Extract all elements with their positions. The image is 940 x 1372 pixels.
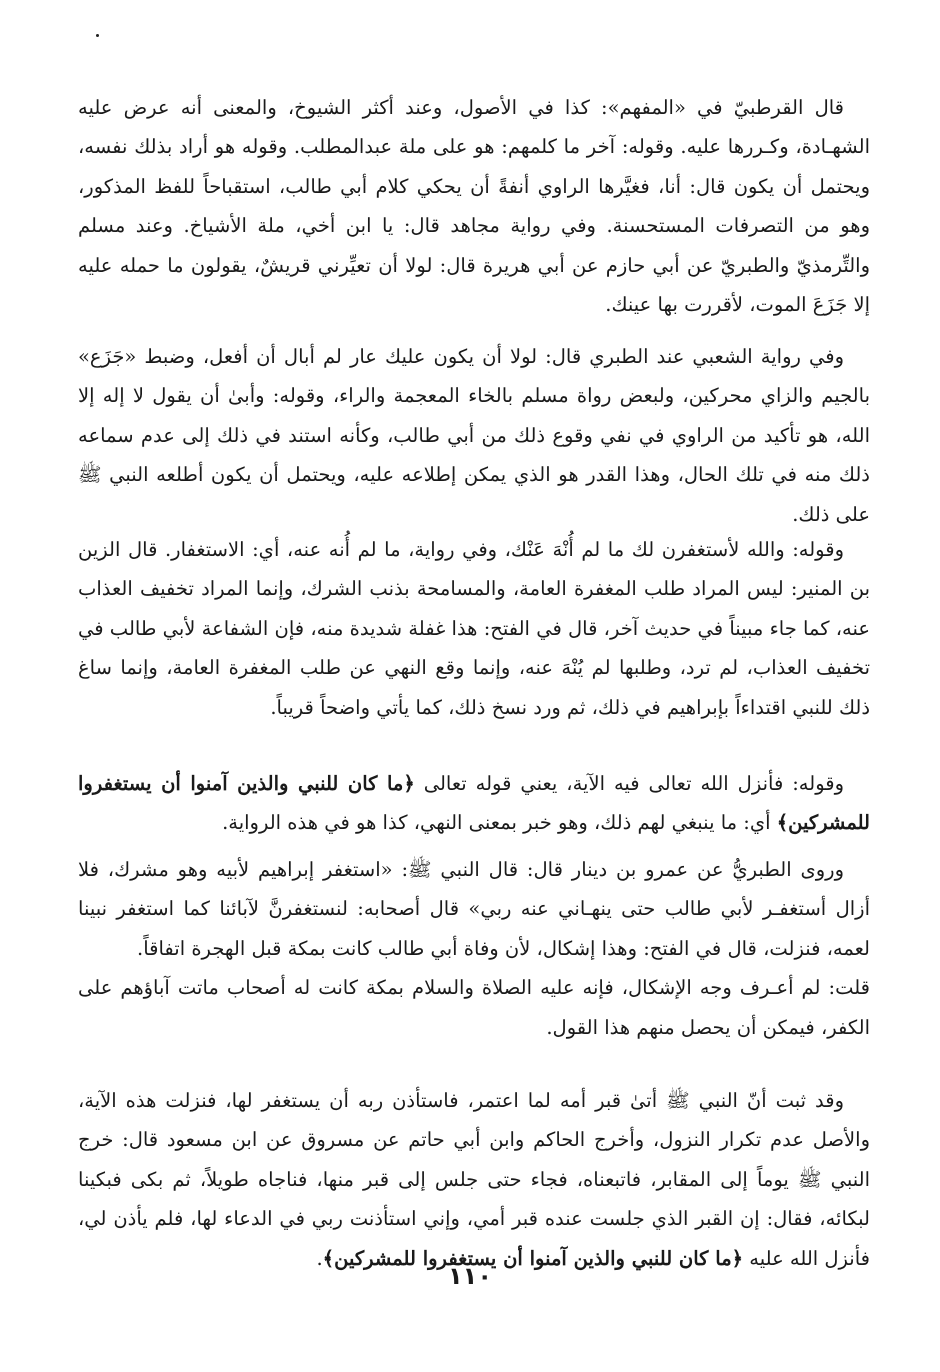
- paragraph-text: وروى الطبريُّ عن عمرو بن دينار قال: قال النبي ﷺ: «استغفر إبراهيم لأبيه وهو مشرك، فلا أزال أستغفـر لأبي طالب حتى ينهـاني عنه ربي» قال أصحابه: لنستغفرنَّ لآبائنا كما استغفر نبينا لعمه، فنزلت، قال في الفتح: وهذا إشكال، لأن وفاة أبي طالب كانت بمكة قبل الهجرة اتفاقاً.: [78, 858, 870, 960]
- paragraph-text: .: [316, 1246, 323, 1270]
- paragraph-text: وقد ثبت أنّ النبي ﷺ أتىٰ قبر أمه لما اعتمر، فاستأذن ربه أن يستغفر لها، فنزلت هذه الآية، والأصل عدم تكرار النزول، وأخرج الحاكم وابن أبي حاتم عن مسروق عن ابن مسعود قال: خرج النبي ﷺ يوماً إلى المقابر، فاتبعناه، فجاء حتى جلس إلى قبر منها، فناجاه طويلاً، ثم بكى فبكينا لبكائه، فقال: إن القبر الذي جلست عنده قبر أمي، وإني استأذنت ربي في الدعاء لها، فلم يأذن لي، فأنزل الله عليه: [78, 1089, 870, 1270]
- paragraph-mother-grave: [78, 1081, 870, 1278]
- paragraph-text: وفي رواية الشعبي عند الطبري قال: لولا أن يكون عليك عار لم أبال أن أفعل، وضبط «جَزَع» بالجيم والزاي محركين، ولبعض رواة مسلم بالخاء المعجمة والراء، وقوله: وأبىٰ أن يقول لا إله إلا الله، هو تأكيد من الراوي في نفي وقوع ذلك من أبي طالب، وكأنه استند في ذلك إلى عدم سماعه ذلك منه في تلك الحال، وهذا القدر هو الذي يمكن إطلاعه عليه، ويحتمل أن يكون أطلعه النبي ﷺ على ذلك.: [78, 345, 870, 526]
- paragraph-shabi-narration: [78, 337, 870, 534]
- page-number: ١١٠: [448, 1262, 492, 1290]
- scan-speck: [96, 34, 99, 37]
- paragraph-text: وقوله: والله لأستغفرن لك ما لم أُنْهَ عَنْك، وفي رواية، ما لم أُنه عنه، أي: الاستغفار. قال الزين بن المنير: ليس المراد طلب المغفرة العامة، والمسامحة بذنب الشرك، وإنما المراد تخفيف العذاب عنه، كما جاء مبيناً في حديث آخر، قال في الفتح: هذا غفلة شديدة منه، فإن الشفاعة لأبي طالب في تخفيف العذاب، لم ترد، وطلبها لم يُنْهَ عنه، وإنما وقع النهي عن طلب المغفرة العامة، وإنما ساغ ذلك للنبي اقتداءاً بإبراهيم في ذلك، ثم ورد نسخ ذلك، كما يأتي واضحاً قريباً.: [78, 538, 870, 719]
- paragraph-qurtubi-commentary: [78, 88, 870, 324]
- paragraph-text: وقوله: فأنزل الله تعالى فيه الآية، يعني قوله تعالى: [414, 772, 845, 795]
- quran-verse: ﴿ما كان للنبي والذين آمنوا أن يستغفروا للمشركين﴾: [322, 1246, 744, 1270]
- quran-verse: ﴿ما كان للنبي والذين آمنوا أن يستغفروا للمشركين﴾: [78, 772, 870, 835]
- paragraph-text: أي: ما ينبغي لهم ذلك، وهو خبر بمعنى النهي، كذا هو في هذه الرواية.: [222, 811, 777, 835]
- paragraph-istighfar-discussion: [78, 530, 870, 727]
- paragraph-text: قال القرطبيّ في «المفهم»: كذا في الأصول، وعند أكثر الشيوخ، والمعنى أنه عرض عليه الشهـادة، وكـررها عليه. وقوله: آخر ما كلمهم: هو على ملة عبدالمطلب. وقوله هو أراد بذلك نفسه، ويحتمل أن يكون قال: أنا، فغيَّرها الراوي أنفةً أن يحكي كلام أبي طالب، استقباحاً للفظ المذكور، وهو من التصرفات المستحسنة. وفي رواية مجاهد قال: يا ابن أخي، ملة الأشياخ. وعند مسلم والتِّرمذيّ والطبريّ عن أبي حازم عن أبي هريرة قال: لولا أن تعيِّرني قريشٌ، يقولون ما حمله عليه إلا جَزَعَ الموت، لأقررت بها عينك.: [78, 96, 870, 317]
- paragraph-text: قلت: لم أعـرف وجه الإشكال، فإنه عليه الصلاة والسلام بمكة كانت له أصحاب ماتت آباؤهم على الكفر، فيمكن أن يحصل منهم هذا القول.: [78, 976, 870, 1039]
- paragraph-verse-revelation: [78, 764, 870, 843]
- paragraph-tabari-narration: [78, 850, 870, 1047]
